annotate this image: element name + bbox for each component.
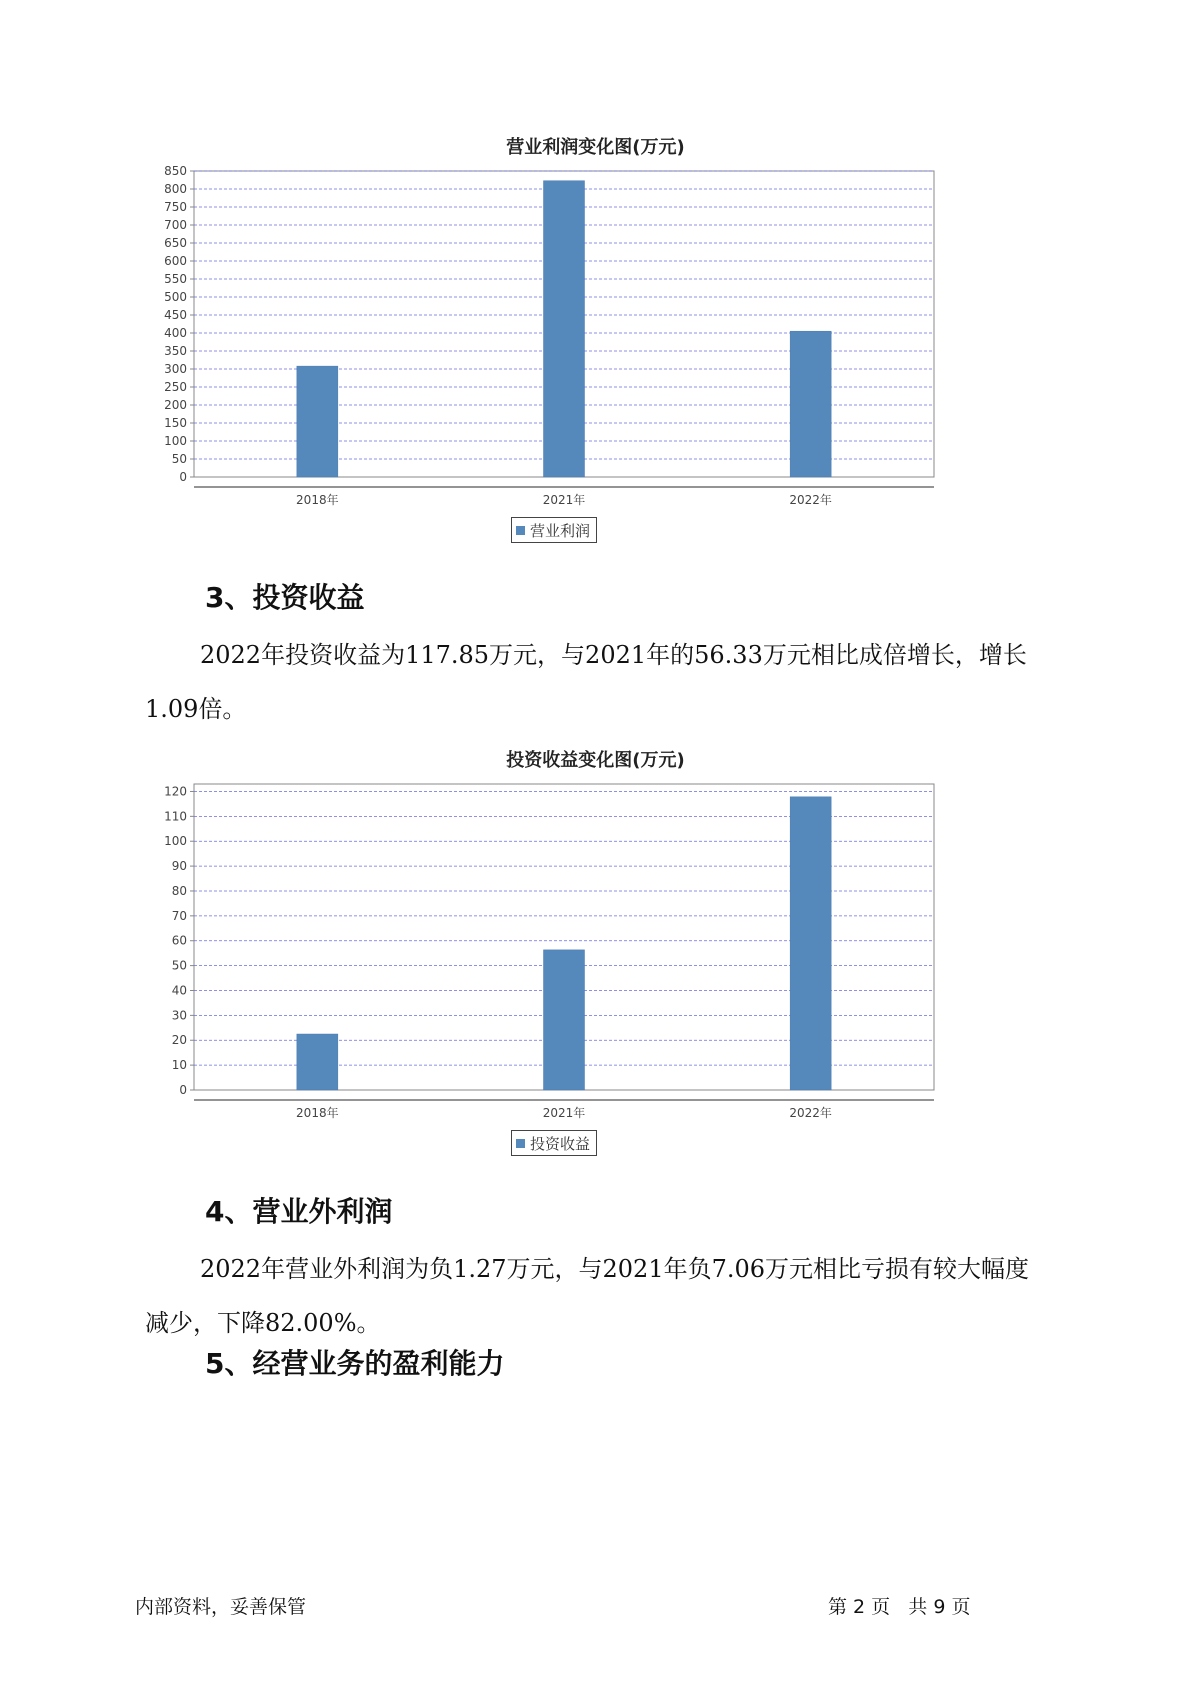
y-tick-label: 750 [164,200,187,214]
y-tick-label: 350 [164,344,187,358]
y-tick-label: 50 [171,958,187,973]
bar [790,797,831,1090]
chart2-title: 投资收益变化图(万元) [506,750,685,771]
bar [790,331,831,477]
chart1-operating-profit [150,165,1020,525]
y-tick-label: 150 [164,416,187,430]
y-tick-label: 850 [164,164,187,178]
y-tick-label: 700 [164,218,187,232]
section-4-paragraph: 2022年营业外利润为负1.27万元，与2021年负7.06万元相比亏损有较大幅度减少，下降82.00%。 [145,1255,1030,1337]
y-tick-label: 200 [164,398,187,412]
x-tick-label: 2022年 [789,493,832,507]
x-tick-label: 2022年 [789,1106,832,1120]
y-tick-label: 100 [164,434,187,448]
y-tick-label: 650 [164,236,187,250]
section-5-heading: 5、经营业务的盈利能力 [205,1347,505,1380]
y-tick-label: 450 [164,308,187,322]
y-tick-label: 60 [171,933,187,948]
y-tick-label: 20 [171,1033,187,1048]
y-tick-label: 90 [171,859,187,874]
legend-swatch [516,1139,525,1148]
chart2-investment-income [150,778,1020,1138]
y-tick-label: 70 [171,908,187,923]
section-3-paragraph: 2022年投资收益为117.85万元，与2021年的56.33万元相比成倍增长，增长1.09倍。 [145,641,1027,723]
y-tick-label: 300 [164,362,187,376]
chart1-legend [511,517,597,543]
x-tick-label: 2021年 [542,493,586,507]
bar [297,1034,338,1090]
y-tick-label: 0 [179,1083,187,1097]
y-tick-label: 50 [171,452,187,466]
chart2-legend [511,1130,597,1156]
footer-confidential-note: 内部资料，妥善保管 [135,1596,307,1618]
footer-page-number: 第 2 页 共 9 页 [828,1596,971,1618]
bar [544,950,585,1090]
section-3-heading: 3、投资收益 [205,581,365,614]
bar [297,366,338,477]
chart1-legend-label: 营业利润 [530,521,591,540]
y-tick-label: 30 [171,1008,187,1023]
y-tick-label: 800 [164,182,187,196]
y-tick-label: 400 [164,326,187,340]
legend-swatch [516,526,525,535]
chart2-legend-label: 投资收益 [530,1134,591,1153]
y-tick-label: 100 [164,834,187,849]
x-tick-label: 2018年 [296,1106,339,1120]
y-tick-label: 120 [164,784,187,799]
y-tick-label: 0 [179,470,187,484]
chart1-title: 营业利润变化图(万元) [506,137,685,158]
bar [544,181,585,477]
x-tick-label: 2018年 [296,493,339,507]
y-tick-label: 500 [164,290,187,304]
y-tick-label: 10 [171,1058,187,1073]
y-tick-label: 550 [164,272,187,286]
x-tick-label: 2021年 [542,1106,586,1120]
y-tick-label: 600 [164,254,187,268]
section-4-heading: 4、营业外利润 [205,1195,393,1228]
y-tick-label: 80 [171,883,187,898]
y-tick-label: 110 [164,809,187,824]
y-tick-label: 250 [164,380,187,394]
y-tick-label: 40 [171,983,187,998]
